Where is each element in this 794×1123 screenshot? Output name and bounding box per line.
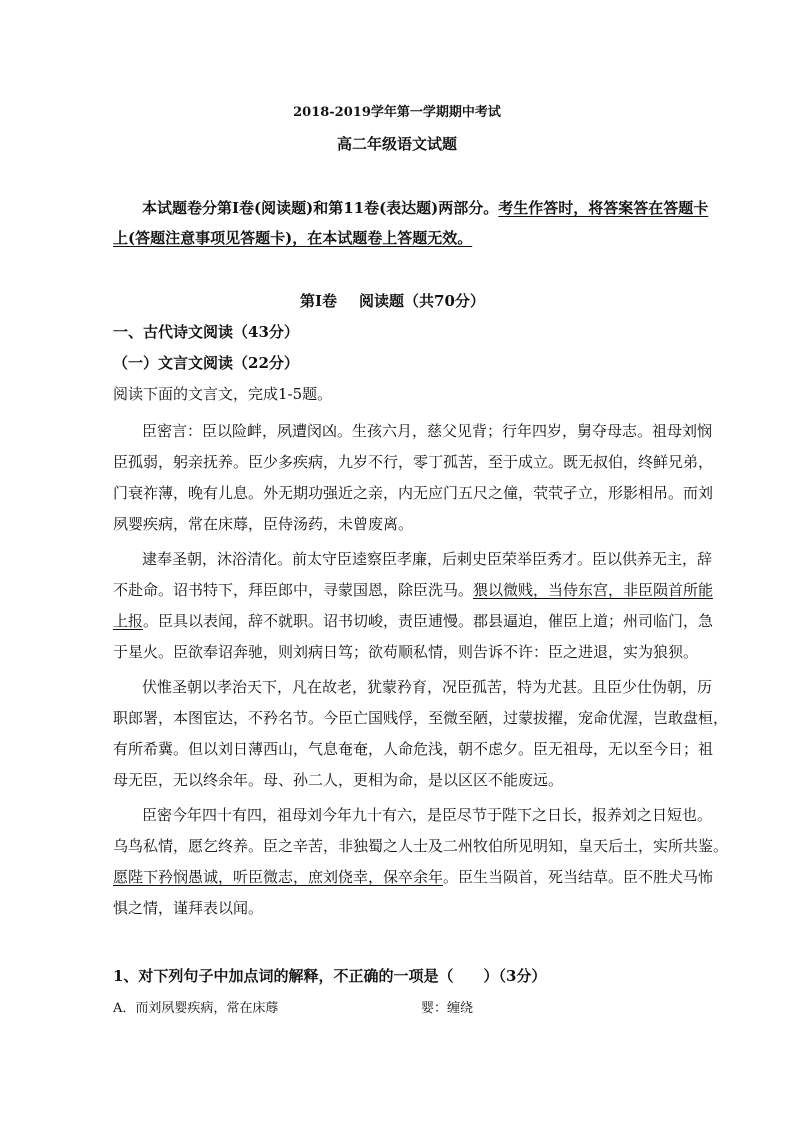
passage-line: 母无臣，无以终余年。母、孙二人，更相为命，是以区区不能废远。 bbox=[113, 771, 564, 789]
passage-line bbox=[113, 580, 713, 600]
passage-line: 职郎署，本图宦达，不矜名节。今臣亡国贱俘，至微至陋，过蒙拔擢，宠命优渥，岂敢盘桓， bbox=[113, 709, 729, 727]
passage-line bbox=[113, 611, 713, 631]
volume-title: 阅读题（共70分） bbox=[359, 292, 485, 310]
passage-line: 逮奉圣朝，沐浴清化。前太守臣逵察臣孝廉，后刺史臣荣举臣秀才。臣以供养无主，辞 bbox=[142, 550, 713, 568]
passage-line: 臣孤弱，躬亲抚养。臣少多疾病，九岁不行，零丁孤苦，至于成立。既无叔伯，终鲜兄弟， bbox=[113, 453, 714, 471]
passage-line: 臣密今年四十有四，祖母刘今年九十有六，是臣尽节于陛下之日长，报养刘之日短也。 bbox=[142, 806, 713, 824]
part-heading: 一、古代诗文阅读（43分） bbox=[113, 323, 299, 341]
underlined-sentence: 猥以微贱，当侍东宫，非臣陨首所能 bbox=[473, 581, 714, 599]
passage-line: 门衰祚薄，晚有儿息。外无期功强近之亲，内无应门五尺之僮，茕茕孑立，形影相吊。而刘 bbox=[113, 484, 714, 502]
passage-line: 于星火。臣欲奉诏奔驰，则刘病日笃；欲苟顺私情，则告诉不许：臣之进退，实为狼狈。 bbox=[113, 643, 699, 661]
volume-label: 第Ⅰ卷 bbox=[300, 292, 338, 310]
option-a-text: A．而刘夙婴疾病，常在床蓐 bbox=[113, 1001, 279, 1016]
passage-line bbox=[113, 867, 713, 887]
instruction: 阅读下面的文言文，完成1-5题。 bbox=[113, 385, 333, 403]
subpart-heading: （一）文言文阅读（22分） bbox=[113, 354, 299, 372]
passage-line: 惧之情，谨拜表以闻。 bbox=[113, 899, 264, 917]
passage-line: 臣密言：臣以险衅，夙遭闵凶。生孩六月，慈父见背；行年四岁，舅夺母志。祖母刘悯 bbox=[142, 422, 713, 440]
passage-line: 夙婴疾病，常在床蓐，臣侍汤药，未曾废离。 bbox=[113, 515, 414, 533]
question-1: 1、对下列句子中加点词的解释，不正确的一项是（ ）（3分） bbox=[113, 967, 547, 985]
underlined-sentence-end: 上报 bbox=[113, 612, 144, 630]
volume-heading bbox=[300, 291, 485, 311]
underlined-sentence: 愿陛下矜悯愚诚，听臣微志，庶刘侥幸，保卒余年 bbox=[113, 868, 444, 886]
notice-line-1 bbox=[142, 198, 708, 218]
notice-line-1-text: 本试题卷分第Ⅰ卷(阅读题)和第11卷(表达题)两部分。 bbox=[142, 199, 499, 217]
notice-line-1-underlined: 考生作答时，将答案答在答题卡 bbox=[498, 199, 709, 217]
exam-title: 2018-2019学年第一学期期中考试 bbox=[293, 105, 501, 120]
notice-line-2: 上(答题注意事项见答题卡)，在本试题卷上答题无效。 bbox=[113, 229, 473, 247]
passage-line: 有所希冀。但以刘日薄西山，气息奄奄，人命危浅，朝不虑夕。臣无祖母，无以至今日；祖 bbox=[113, 740, 714, 758]
passage-text: 。臣具以表闻，辞不就职。诏书切峻，责臣逋慢。郡县逼迫，催臣上道；州司临门，急 bbox=[143, 612, 714, 630]
passage-text: 。臣生当陨首，死当结草。臣不胜犬马怖 bbox=[443, 868, 714, 886]
exam-subtitle: 高二年级语文试题 bbox=[336, 135, 457, 153]
option-a-gloss: 婴：缠绕 bbox=[421, 1001, 474, 1016]
passage-text: 不赴命。诏书特下，拜臣郎中，寻蒙国恩，除臣洗马。 bbox=[113, 581, 474, 599]
passage-line: 乌鸟私情，愿乞终养。臣之辛苦，非独蜀之人士及二州牧伯所见明知，皇天后土，实所共鉴。 bbox=[113, 837, 729, 855]
passage-line: 伏惟圣朝以孝治天下，凡在故老，犹蒙矜育，况臣孤苦，特为尤甚。且臣少仕伪朝，历 bbox=[142, 678, 713, 696]
